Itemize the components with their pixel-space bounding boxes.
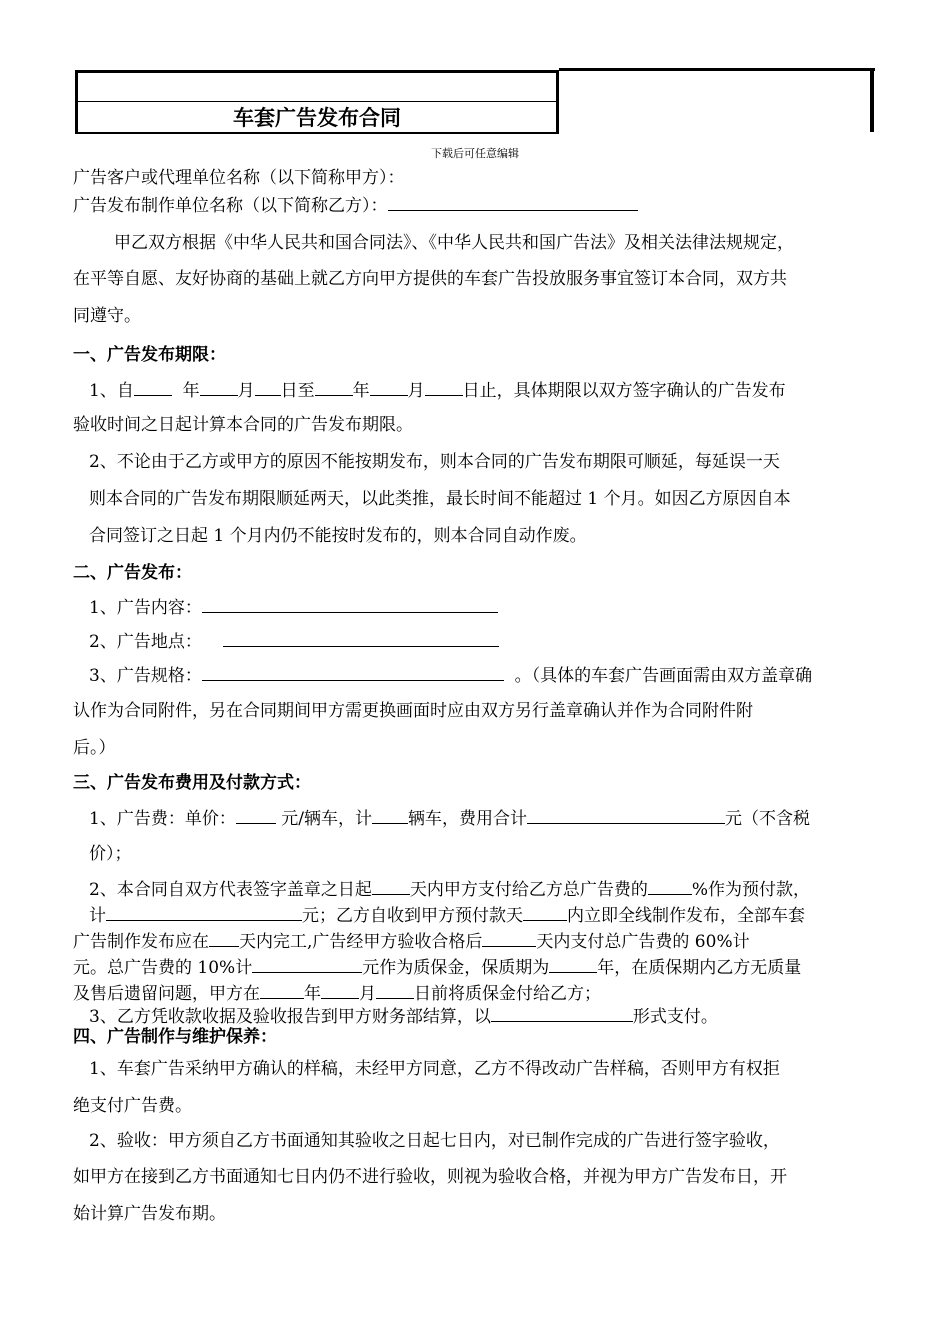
payment-method-blank xyxy=(491,1003,633,1022)
header-top-rule xyxy=(559,68,875,71)
s1-term-line-2: 验收时间之日起计算本合同的广告发布期限。 xyxy=(73,415,413,435)
intro-line-2: 在平等自愿、友好协商的基础上就乙方向甲方提供的车套广告投放服务事宜签订本合同，双方共 xyxy=(73,269,787,289)
party-a-line xyxy=(73,166,405,190)
ad-content-line: 1、广告内容： xyxy=(89,594,498,620)
settlement-line: 3、乙方凭收款收据及验收报告到甲方财务部结算，以 形式支付。 xyxy=(89,1003,718,1029)
s1-term-line: 1、自 年 月 日至 年 月 日止，具体期限以双方签字确认的广告发布 xyxy=(89,377,786,403)
fee-line-2: 价）； xyxy=(89,844,132,864)
header-divider xyxy=(78,101,556,102)
payment-line-3: 广告制作发布应在 天内完工,广告经甲方验收合格后 天内支付总广告费的 60%计 xyxy=(73,928,750,954)
warranty-years-blank xyxy=(549,954,597,973)
payment-line-1: 2、本合同自双方代表签字盖章之日起 天内甲方支付给乙方总广告费的 %作为预付款， xyxy=(89,876,810,902)
vehicle-count-blank xyxy=(372,805,408,824)
start-year-blank xyxy=(134,377,172,396)
party-b-line xyxy=(73,192,638,218)
prepay-days-blank xyxy=(372,876,410,895)
end-year-blank xyxy=(315,377,353,396)
intro-line-3: 同遵守。 xyxy=(73,306,141,326)
ad-spec-line-2: 认作为合同附件，另在合同期间甲方需更换画面时应由双方另行盖章确认并作为合同附件附 xyxy=(73,701,753,721)
ad-content-blank xyxy=(202,594,498,613)
production-start-blank xyxy=(523,902,567,921)
header-right-rule xyxy=(870,68,874,132)
payment-line-4: 元。总广告费的 10%计 元作为质保金，保质期为 年，在质保期内乙方无质量 xyxy=(73,954,801,980)
section-1-title: 一、广告发布期限： xyxy=(73,345,226,365)
start-month-blank xyxy=(200,377,238,396)
ad-spec-line: 3、广告规格： 。（具体的车套广告画面需由双方盖章确 xyxy=(89,662,812,688)
party-b-label: 广告发布制作单位名称（以下简称乙方）： xyxy=(73,196,388,216)
deposit-month-blank xyxy=(321,980,359,999)
s4-acceptance-line-1: 2、验收：甲方须自乙方书面通知其验收之日起七日内，对已制作完成的广告进行签字验收， xyxy=(89,1131,780,1151)
prepay-amount-blank xyxy=(106,902,302,921)
payment-line-2: 计 元；乙方自收到甲方预付款天 内立即全线制作发布，全部车套 xyxy=(89,902,805,928)
document-title: 车套广告发布合同 xyxy=(233,105,401,130)
s4-draft-line-1: 1、车套广告采纳甲方确认的样稿，未经甲方同意，乙方不得改动广告样稿，否则甲方有权拒 xyxy=(89,1059,780,1079)
total-fee-blank xyxy=(527,805,725,824)
download-note: 下载后可任意编辑 xyxy=(431,147,519,160)
payment-days-blank xyxy=(482,928,536,947)
deposit-year-blank xyxy=(260,980,304,999)
s4-draft-line-2: 绝支付广告费。 xyxy=(73,1096,192,1116)
end-day-blank xyxy=(425,377,463,396)
section-2-title: 二、广告发布： xyxy=(73,563,192,583)
deposit-amount-blank xyxy=(252,954,362,973)
end-month-blank xyxy=(370,377,408,396)
payment-line-5: 及售后遗留问题，甲方在 年 月 日前将质保金付给乙方； xyxy=(73,980,601,1006)
deposit-day-blank xyxy=(376,980,414,999)
section-4-title: 四、广告制作与维护保养： xyxy=(73,1027,277,1047)
s4-acceptance-line-3: 始计算广告发布期。 xyxy=(73,1204,226,1224)
ad-location-line: 2、广告地点： xyxy=(89,628,499,654)
prepay-percent-blank xyxy=(648,876,692,895)
s4-acceptance-line-2: 如甲方在接到乙方书面通知七日内仍不进行验收，则视为验收合格，并视为甲方广告发布日，开 xyxy=(73,1167,787,1187)
s1-extension-line-2: 则本合同的广告发布期限顺延两天，以此类推，最长时间不能超过 1 个月。如因乙方原因自本 xyxy=(89,489,791,509)
unit-price-blank xyxy=(236,805,276,824)
ad-location-blank xyxy=(223,628,499,647)
fee-line: 1、广告费：单价： 元/辆车，计 辆车，费用合计 元（不含税 xyxy=(89,805,810,831)
party-a-label: 广告客户或代理单位名称（以下简称甲方）： xyxy=(73,168,405,188)
s1-extension-line-1: 2、不论由于乙方或甲方的原因不能按期发布，则本合同的广告发布期限可顺延，每延误一天 xyxy=(89,452,780,472)
start-day-blank xyxy=(255,377,281,396)
ad-spec-line-3: 后。） xyxy=(73,738,116,758)
party-b-blank xyxy=(388,192,638,211)
s1-extension-line-3: 合同签订之日起 1 个月内仍不能按时发布的，则本合同自动作废。 xyxy=(89,526,587,546)
completion-days-blank xyxy=(209,928,239,947)
section-3-title: 三、广告发布费用及付款方式： xyxy=(73,773,311,793)
ad-spec-blank xyxy=(202,662,504,681)
intro-line-1: 甲乙双方根据《中华人民共和国合同法》、《中华人民共和国广告法》及相关法律法规规定， xyxy=(114,233,794,253)
header-title-box xyxy=(75,70,559,134)
